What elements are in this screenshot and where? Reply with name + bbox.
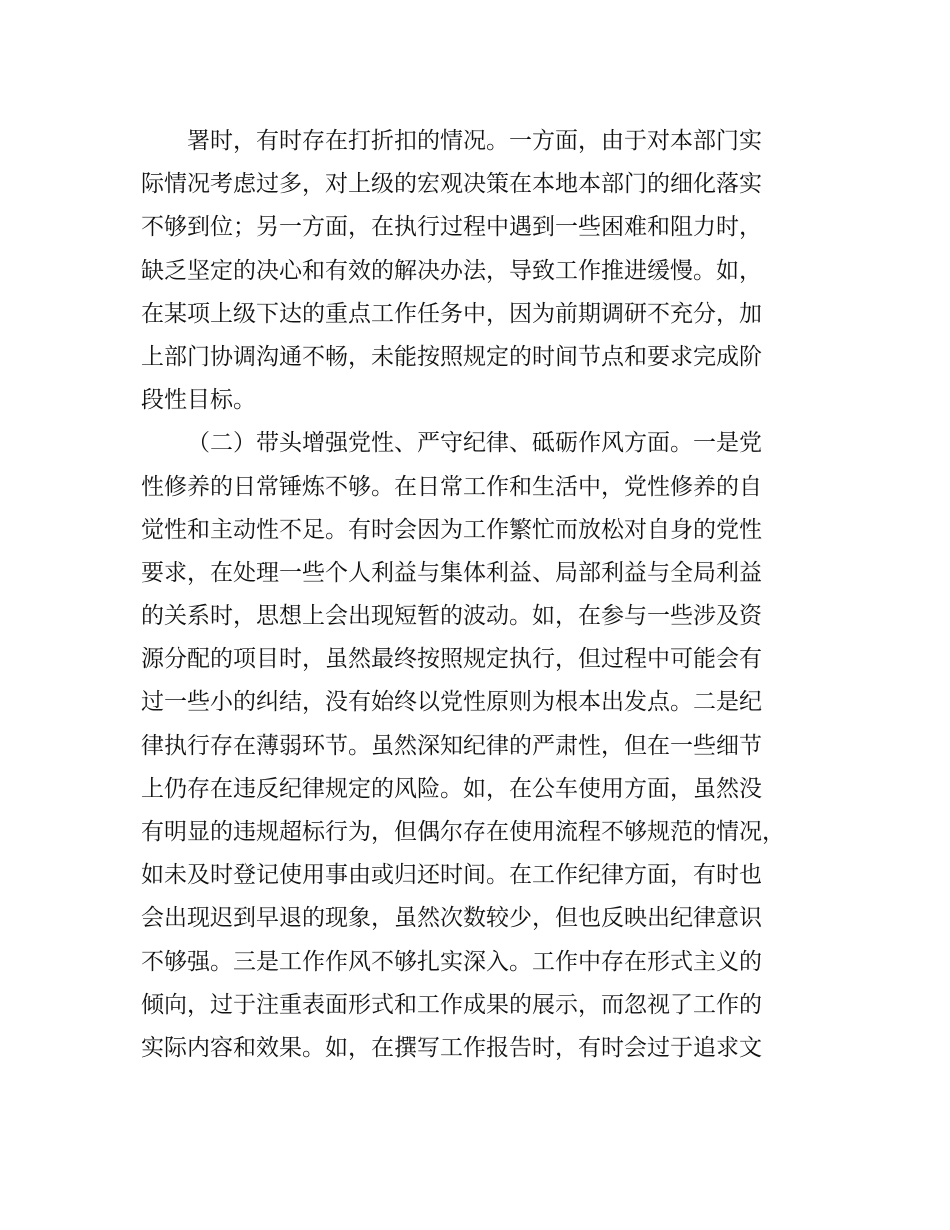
paragraph-line: 过一些小的纠结，没有始终以党性原则为根本出发点。二是纪	[141, 689, 762, 716]
paragraph-line: 不够强。三是工作作风不够扎实深入。工作中存在形式主义的	[141, 948, 762, 975]
paragraph-line: 实际内容和效果。如，在撰写工作报告时，有时会过于追求文	[141, 1034, 762, 1061]
paragraph-line: 有明显的违规超标行为，但偶尔存在使用流程不够规范的情况，	[141, 819, 785, 845]
paragraph-line: 段性目标。	[141, 387, 256, 414]
paragraph-line: 署时，有时存在打折扣的情况。一方面，由于对本部门实	[187, 128, 762, 154]
paragraph-line: 如未及时登记使用事由或归还时间。在工作纪律方面，有时也	[141, 862, 762, 889]
document-body	[141, 120, 821, 1070]
paragraph-line: 际情况考虑过多，对上级的宏观决策在本地本部门的细化落实	[141, 171, 762, 198]
paragraph-line: 要求，在处理一些个人利益与集体利益、局部利益与全局利益	[141, 559, 762, 586]
paragraph-line: 不够到位；另一方面，在执行过程中遇到一些困难和阻力时，	[141, 214, 762, 241]
paragraph-line: 源分配的项目时，虽然最终按照规定执行，但过程中可能会有	[141, 646, 762, 673]
paragraph-line: 的关系时，思想上会出现短暂的波动。如，在参与一些涉及资	[141, 603, 762, 630]
section-heading-line: （二）带头增强党性、严守纪律、砥砺作风方面。一是党	[187, 430, 762, 457]
paragraph-line: 在某项上级下达的重点工作任务中，因为前期调研不充分，加	[141, 300, 762, 327]
paragraph-line: 律执行存在薄弱环节。虽然深知纪律的严肃性，但在一些细节	[141, 732, 762, 759]
paragraph-line: 觉性和主动性不足。有时会因为工作繁忙而放松对自身的党性	[141, 516, 762, 543]
paragraph-line: 会出现迟到早退的现象，虽然次数较少，但也反映出纪律意识	[141, 905, 762, 932]
paragraph-line: 上部门协调沟通不畅，未能按照规定的时间节点和要求完成阶	[141, 343, 762, 370]
paragraph-line: 性修养的日常锤炼不够。在日常工作和生活中，党性修养的自	[141, 473, 762, 500]
paragraph-line: 倾向，过于注重表面形式和工作成果的展示，而忽视了工作的	[141, 991, 762, 1018]
paragraph-line: 缺乏坚定的决心和有效的解决办法，导致工作推进缓慢。如，	[141, 257, 762, 284]
paragraph-line: 上仍存在违反纪律规定的风险。如，在公车使用方面，虽然没	[141, 775, 762, 802]
